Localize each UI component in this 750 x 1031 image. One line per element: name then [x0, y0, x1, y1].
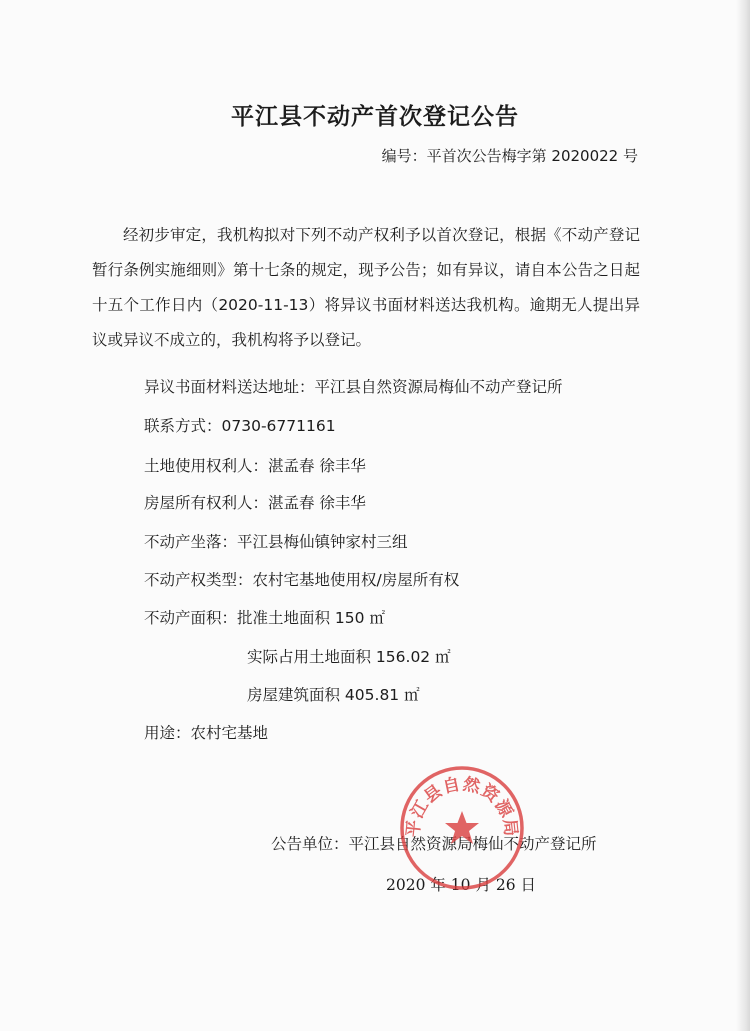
objection-address: 异议书面材料送达地址：平江县自然资源局梅仙不动产登记所: [144, 378, 563, 396]
official-seal-stamp: [397, 763, 527, 893]
issue-date: 2020 年 10 月 26 日: [386, 876, 537, 894]
actual-land-area: 实际占用土地面积 156.02 ㎡: [247, 648, 451, 666]
contact-phone: 联系方式：0730-6771161: [144, 417, 336, 435]
seal-star-icon: [445, 811, 479, 844]
notice-number: 编号：平首次公告梅字第 2020022 号: [381, 147, 638, 165]
notice-title: 平江县不动产首次登记公告: [231, 104, 519, 130]
approved-land-area: 不动产面积：批准土地面积 150 ㎡: [144, 609, 385, 627]
notice-body-paragraph: 经初步审定，我机构拟对下列不动产权利予以首次登记，根据《不动产登记暂行条例实施细则》第十七条的规定，现予公告；如有异议，请自本公告之日起十五个工作日内（2020-11-13）将异议书面材料送达我机构。逾期无人提出异议或异议不成立的，我机构将予以登记。: [92, 226, 640, 349]
building-area: 房屋建筑面积 405.81 ㎡: [247, 686, 420, 704]
issuing-unit: 公告单位：平江县自然资源局梅仙不动产登记所: [271, 835, 597, 853]
property-right-type: 不动产权类型：农村宅基地使用权/房屋所有权: [144, 571, 460, 589]
page-edge-shadow: [736, 0, 750, 1031]
land-right-holder: 土地使用权利人：湛孟春 徐丰华: [144, 457, 366, 475]
property-location: 不动产坐落：平江县梅仙镇钟家村三组: [144, 533, 408, 551]
seal-text: 平江县自然资源局: [403, 774, 521, 839]
house-right-holder: 房屋所有权利人：湛孟春 徐丰华: [144, 494, 366, 512]
property-usage: 用途：农村宅基地: [144, 724, 269, 742]
